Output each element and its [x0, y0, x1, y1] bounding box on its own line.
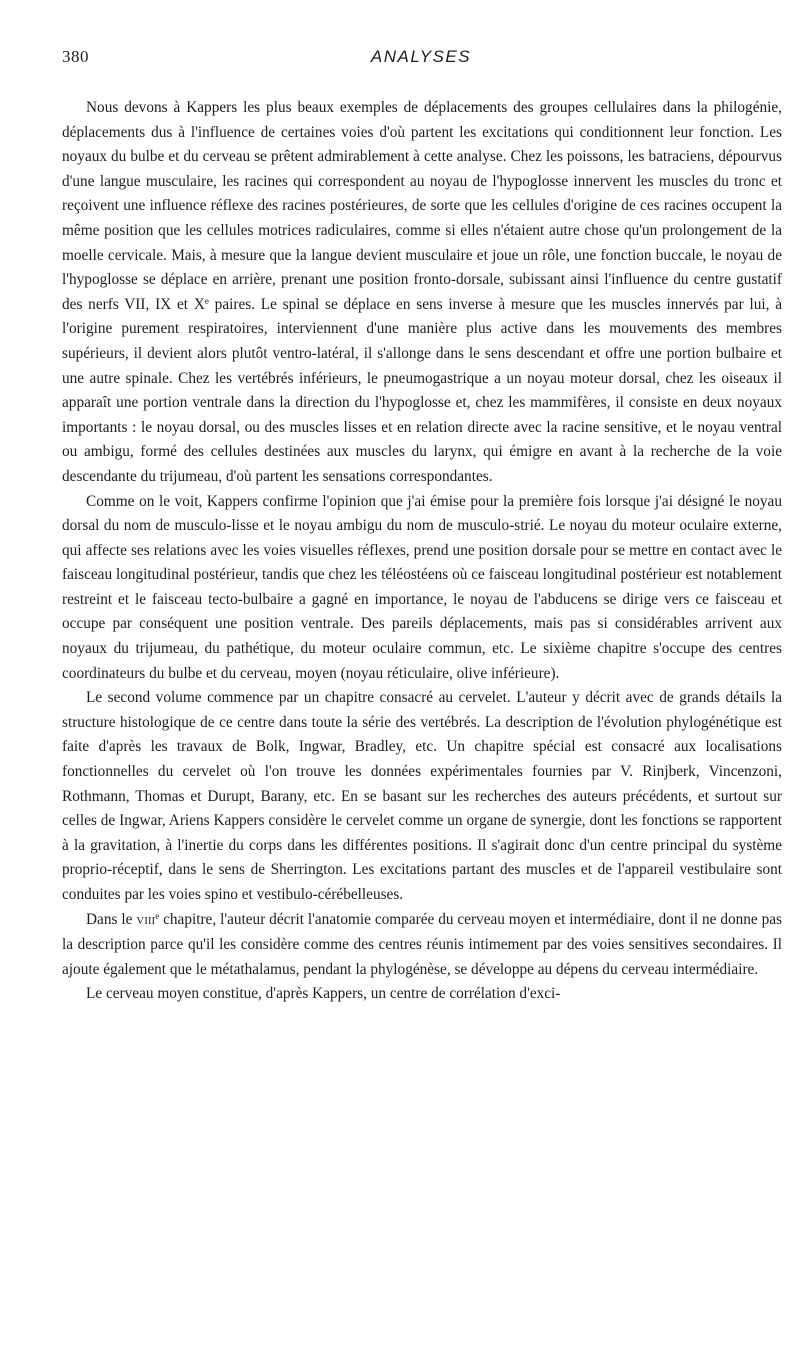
paragraph-text: Nous devons à Kappers les plus beaux exemples de déplacements des groupes cellulaires dans la philogénie, déplacements dus à l'influence de certaines voies d'où partent les excitations qui conditionnent leur fonction. Les noyaux du bulbe et du cerveau se prêtent admirablement à cette analyse. Chez les poissons, les batraciens, dépourvus d'une langue musculaire, les racines qui correspondent au noyau de l'hypoglosse innervent les muscles du tronc et reçoivent une influence réflexe des racines postérieures, de sorte que les cellules d'origine de ces racines occupent la même position que les cellules motrices radiculaires, comme si elles n'étaient autre chose qu'un prolongement de la moelle cervicale. Mais, à mesure que la langue devient musculaire et joue un rôle, une fonction buccale, le noyau de l'hypoglosse se déplace en arrière, prenant une position fronto-dorsale, subissant ainsi l'influence du centre gustatif des nerfs VII, IX et X — [62, 99, 782, 313]
paragraph-text: paires. Le spinal se déplace en sens inverse à mesure que les muscles innervés par lui, à l'origine purement respiratoires, interviennent d'une manière plus active dans les mouvements des membres supérieurs, il devient alors plutôt ventro-latéral, il s'allonge dans le sens descendant et offre une portion bulbaire et une autre spinale. Chez les vertébrés inférieurs, le pneumogastrique a un noyau moteur dorsal, chez les oiseaux il apparaît une portion ventrale dans la direction du l'hypoglosse et, chez les mammifères, il consiste en deux noyaux importants : le noyau dorsal, ou des muscles lisses et en relation directe avec la racine sensitive, et le noyau ventral ou ambigu, formé des cellules destinées aux muscles du larynx, qui émigre en avant à la recherche de la voie descendante du trijumeau, d'où partent les sensations correspondantes. — [62, 295, 783, 485]
paragraph: Le cerveau moyen constitue, d'après Kappers, un centre de corrélation d'exci- — [86, 985, 561, 1003]
page-number: 380 — [62, 47, 89, 66]
paragraph — [62, 908, 782, 983]
roman-numeral: VIII — [136, 914, 156, 927]
paragraph-text: chapitre, l'auteur décrit l'anatomie comparée du cerveau moyen et intermédiaire, dont il ne donne pas la description parce qu'il les considère comme des centres réunis intimement par des voies sensitives secondaires. Il ajoute également que le métathalamus, pendant la phylogénèse, se développe au dépens du cerveau intermédiaire. — [62, 910, 782, 978]
body-text — [62, 96, 782, 1007]
running-title: ANALYSES — [370, 47, 472, 66]
running-head — [62, 47, 780, 75]
superscript: e — [204, 295, 209, 306]
paragraph: Le second volume commence par un chapitre consacré au cervelet. L'auteur y décrit avec de grands détails la structure histologique de ce centre dans toute la série des vertébrés. La description de l'évolution phylogénétique est faite d'après les travaux de Bolk, Ingwar, Bradley, etc. Un chapitre spécial est consacré aux localisations fonctionnelles du cervelet où l'on trouve les données expérimentales fournies par V. Rinjberk, Vincenzoni, Rothmann, Thomas et Durupt, Barany, etc. En se basant sur les recherches des auteurs précédents, et surtout sur celles de Ingwar, Ariens Kappers considère le cervelet comme un organe de synergie, dont les fonctions se rapportent à la gravitation, à l'inertie du corps dans les différentes positions. Il s'agirait donc d'un centre principal du système proprio-réceptif, dans le sens de Sherrington. Les excitations partant des muscles et de l'appareil vestibulaire sont conduites par les voies spino et vestibulo-cérébelleuses. — [62, 689, 782, 903]
paragraph-text: Dans le — [86, 910, 137, 928]
paragraph — [62, 96, 782, 490]
paragraph: Comme on le voit, Kappers confirme l'opinion que j'ai émise pour la première fois lorsque j'ai désigné le noyau dorsal du nom de musculo-lisse et le noyau ambigu du nom de musculo-strié. Le noyau du moteur oculaire externe, qui affecte ses relations avec les voies visuelles réflexes, prend une position dorsale pour se mettre en contact avec le faisceau longitudinal postérieur, tandis que chez les téléostéens où ce faisceau longitudinal postérieur est notablement restreint et le faisceau tecto-bulbaire a gagné en importance, le noyau de l'abducens se dirige vers ce faisceau et occupe par conséquent une position ventrale. Des pareils déplacements, mais pas si considérables arrivent aux noyaux du trijumeau, du pathétique, du moteur oculaire commun, etc. Le sixième chapitre s'occupe des centres coordinateurs du bulbe et du cerveau, moyen (noyau réticulaire, olive inférieure). — [62, 492, 782, 682]
superscript: e — [155, 910, 160, 921]
